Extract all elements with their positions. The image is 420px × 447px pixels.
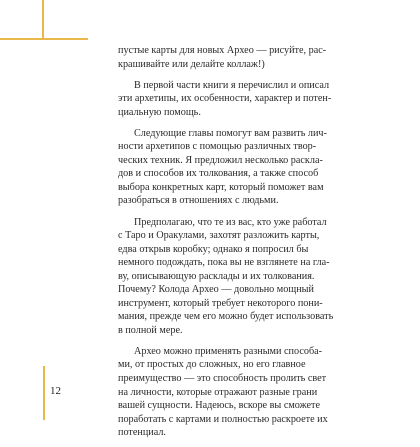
text-line: преимущество — это способность пролить свет [118,373,327,385]
text-line: мания, прежде чем его можно будет использовать [118,311,334,323]
text-line: В первой части книги я перечислил и описал [134,79,330,91]
paragraph [118,127,380,208]
paragraph [118,345,380,440]
body-text [118,44,380,447]
text-line: едва открыв коробку; однако я попросил бы [118,243,309,255]
paragraph [118,216,380,338]
decorative-rule-horizontal [0,38,88,40]
text-line: Предполагаю, что те из вас, кто уже работал [134,216,327,228]
paragraph [118,79,380,120]
text-line: ческих техник. Я предложил несколько расклa- [118,154,323,166]
text-line: крашивайте или делайте коллаж!) [118,58,265,70]
text-line: ву, описывающую расклады и их толкования. [118,270,315,282]
text-line: в полной мере. [118,324,183,336]
text-line: ности архетипов с помощью различных твор- [118,141,317,153]
text-line: дов и способов их толкования, а также способ [118,168,319,180]
text-line: вашей сущности. Надеюсь, вскоре вы сможете [118,400,321,412]
decorative-rule-bottom [43,366,45,420]
text-line: Архео можно применять разными способа- [134,345,323,357]
text-line: потенциал. [118,427,166,439]
text-line: пустые карты для новых Архео — рисуйте, рас- [118,45,327,56]
text-line: Следующие главы помогут вам развить лич- [134,127,327,139]
text-line: разобраться в отношениях с людьми. [118,195,279,207]
decorative-rule-top [42,0,44,38]
text-line: немного подождать, пока вы не взглянете на гла- [118,257,330,269]
paragraph [118,44,380,71]
text-line: поработать с картами и полностью раскроете их [118,413,328,425]
text-line: на личности, которые отражают разные грани [118,386,318,398]
text-line: ми, от простых до сложных, но его главное [118,359,306,371]
text-line: инструмент, который требует некоторого пони- [118,297,323,309]
text-line: циальную помощь. [118,106,201,118]
text-line: выбора конкретных карт, который поможет вам [118,181,324,193]
text-line: эти архетипы, их особенности, характер и потен- [118,93,332,105]
page-number: 12 [50,385,61,397]
text-line: с Таро и Оракулами, захотят разложить карты, [118,230,320,242]
text-line: Почему? Колода Архео — довольно мощный [118,284,314,296]
